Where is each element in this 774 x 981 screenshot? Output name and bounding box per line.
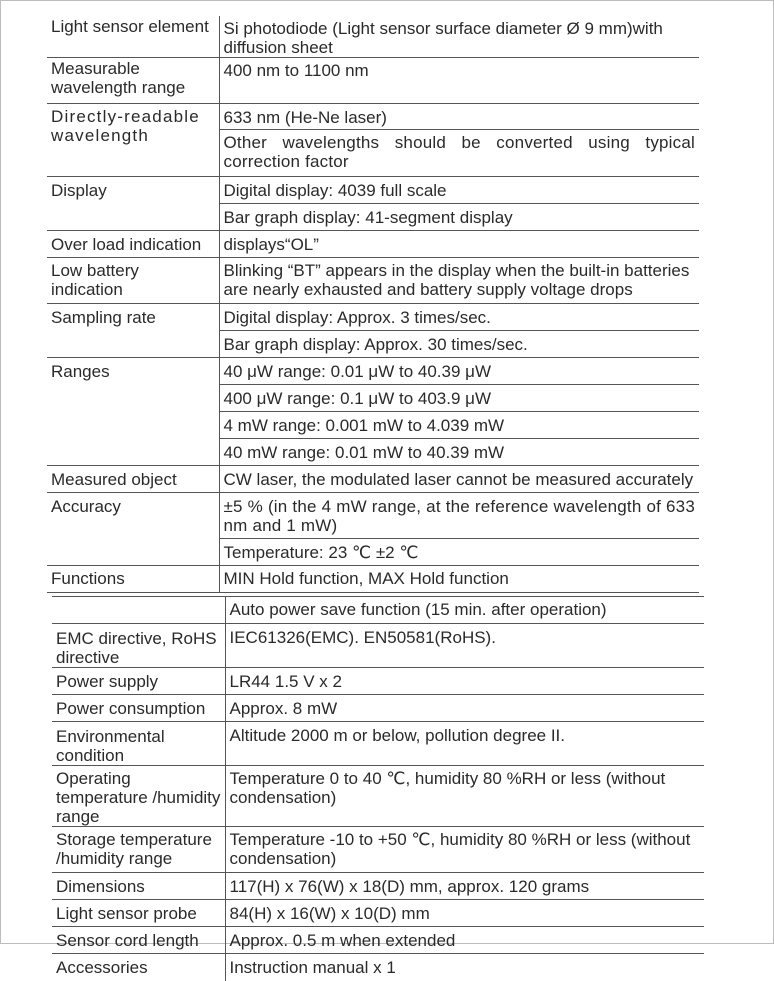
label-cell: Ranges <box>47 358 219 466</box>
value-cell: Temperature: 23 ℃ ±2 ℃ <box>219 539 699 566</box>
value-cell: 400 μW range: 0.1 μW to 403.9 μW <box>219 385 699 412</box>
value-cell: CW laser, the modulated laser cannot be measured accurately <box>219 466 699 493</box>
label-cell: Sampling rate <box>47 304 219 358</box>
value-cell: Digital display: Approx. 3 times/sec. <box>219 304 699 331</box>
value-cell: Approx. 8 mW <box>225 695 704 722</box>
value-cell: 40 μW range: 0.01 μW to 40.39 μW <box>219 358 699 385</box>
value-cell: ±5 % (in the 4 mW range, at the reference wavelength of 633 nm and 1 mW) <box>219 493 699 539</box>
value-cell: displays“OL” <box>219 231 699 258</box>
label-cell: Operating temperature /humidity range <box>52 766 225 827</box>
spec-table-bottom <box>52 596 704 981</box>
spec-table-top <box>47 16 699 593</box>
label-cell: Accessories <box>52 954 225 981</box>
value-cell: LR44 1.5 V x 2 <box>225 668 704 695</box>
value-cell: Auto power save function (15 min. after operation) <box>225 597 704 624</box>
label-cell: Sensor cord length <box>52 927 225 954</box>
table-row <box>52 624 704 668</box>
table-row <box>47 358 699 385</box>
label-cell: Measurable wavelength range <box>47 58 219 104</box>
label-cell: Light sensor probe <box>52 900 225 927</box>
table-row <box>47 104 699 130</box>
label-cell: Dimensions <box>52 873 225 900</box>
label-cell: Power consumption <box>52 695 225 722</box>
label-cell: Over load indication <box>47 231 219 258</box>
label-cell: Directly-readable wavelength <box>47 104 219 177</box>
value-cell: Digital display: 4039 full scale <box>219 177 699 204</box>
value-cell: Approx. 0.5 m when extended <box>225 927 704 954</box>
label-cell: Measured object <box>47 466 219 493</box>
label-cell: Environmental condition <box>52 722 225 766</box>
value-cell: Blinking “BT” appears in the display when the built-in batteries are nearly exhausted and battery supply voltage drops <box>219 258 699 304</box>
table-row <box>52 668 704 695</box>
table-row <box>47 231 699 258</box>
table-row <box>47 566 699 593</box>
value-cell: 633 nm (He-Ne laser) <box>219 104 699 130</box>
label-cell: Low battery indication <box>47 258 219 304</box>
table-row <box>52 927 704 954</box>
value-cell: Altitude 2000 m or below, pollution degree II. <box>225 722 704 766</box>
table-row <box>47 16 699 58</box>
table-row <box>47 177 699 204</box>
table-row <box>52 873 704 900</box>
label-cell: Functions <box>47 566 219 593</box>
table-row <box>52 827 704 873</box>
table-row <box>52 597 704 624</box>
value-cell: Si photodiode (Light sensor surface diameter Ø 9 mm)with diffusion sheet <box>219 16 699 58</box>
value-cell: 40 mW range: 0.01 mW to 40.39 mW <box>219 439 699 466</box>
table-row <box>47 58 699 104</box>
table-row <box>47 258 699 304</box>
value-cell: 4 mW range: 0.001 mW to 4.039 mW <box>219 412 699 439</box>
value-cell: 117(H) x 76(W) x 18(D) mm, approx. 120 grams <box>225 873 704 900</box>
table-row <box>47 466 699 493</box>
label-cell: Light sensor element <box>47 16 219 58</box>
label-cell <box>52 597 225 624</box>
table-row <box>52 695 704 722</box>
label-cell: Display <box>47 177 219 231</box>
value-cell: Temperature 0 to 40 ℃, humidity 80 %RH or less (without condensation) <box>225 766 704 827</box>
table-row <box>52 954 704 981</box>
value-cell: Bar graph display: Approx. 30 times/sec. <box>219 331 699 358</box>
value-cell: 84(H) x 16(W) x 10(D) mm <box>225 900 704 927</box>
value-cell: Other wavelengths should be converted using typical correction factor <box>219 130 699 177</box>
value-cell: 400 nm to 1100 nm <box>219 58 699 104</box>
table-row <box>52 722 704 766</box>
value-cell: IEC61326(EMC). EN50581(RoHS). <box>225 624 704 668</box>
label-cell: Power supply <box>52 668 225 695</box>
value-cell: Temperature -10 to +50 ℃, humidity 80 %RH or less (without condensation) <box>225 827 704 873</box>
label-cell: EMC directive, RoHS directive <box>52 624 225 668</box>
value-cell: Bar graph display: 41-segment display <box>219 204 699 231</box>
table-row <box>52 766 704 827</box>
table-row <box>47 304 699 331</box>
table-row <box>52 900 704 927</box>
value-cell: Instruction manual x 1 <box>225 954 704 981</box>
table-row <box>47 493 699 539</box>
value-cell: MIN Hold function, MAX Hold function <box>219 566 699 593</box>
label-cell: Storage temperature /humidity range <box>52 827 225 873</box>
label-cell: Accuracy <box>47 493 219 566</box>
